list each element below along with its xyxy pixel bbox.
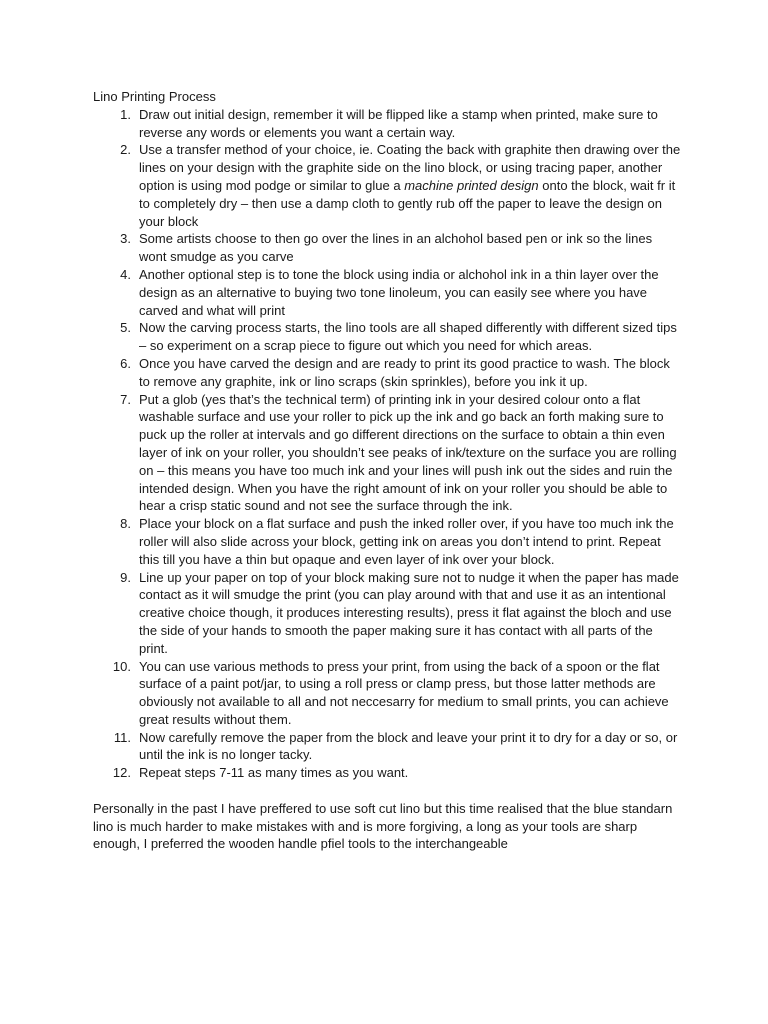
list-item [93, 391, 683, 516]
list-number: 7. [120, 391, 131, 407]
list-item-text-part: onto the block, wait fr it to completely dry – then use a damp cloth to gently rub off the paper to leave the design on your block [139, 177, 676, 229]
list-item [93, 658, 683, 729]
list-item-text: Now the carving process starts, the lino tools are all shaped differently with different sized tips – so experiment on a scrap piece to figure out which you need for which areas. [139, 320, 677, 354]
list-item [93, 266, 683, 319]
list-number: 6. [120, 355, 131, 371]
list-number: 1. [120, 106, 131, 122]
italic-phrase: machine printed design [404, 177, 539, 193]
body-paragraph: Personally in the past I have preffered to use soft cut lino but this time realised that the blue standarn lino is much harder to make mistakes with and is more forgiving, a long as your tools are sharp enough, I preferred the wooden handle pfiel tools to the interchangeable [93, 800, 673, 852]
list-item [93, 569, 683, 658]
list-item [93, 106, 683, 142]
list-item-text: Once you have carved the design and are ready to print its good practice to wash. The block to remove any graphite, ink or lino scraps (skin sprinkles), before you ink it up. [139, 355, 670, 389]
list-item-text: Line up your paper on top of your block making sure not to nudge it when the paper has made contact as it will smudge the print (you can play around with that and use it as an intentional creative choice though, it produces interesting results), press it flat against the bloch and use the side of your hands to smooth the paper making sure it has contact with all parts of the print. [139, 569, 679, 656]
list-item-text: Some artists choose to then go over the lines in an alchohol based pen or ink so the lines wont smudge as you carve [139, 231, 653, 265]
list-item-text-part: Use a transfer method of your choice, ie. Coating the back with graphite then drawing over the lines on your design with the graphite side on the lino block, or using tracing paper, another option is using mod podge or similar to glue a [139, 142, 681, 193]
list-number: 3. [120, 231, 131, 247]
list-number: 11. [113, 729, 131, 745]
list-item [93, 355, 683, 391]
list-item [93, 319, 683, 355]
list-number: 5. [120, 320, 131, 336]
list-item-text: Now carefully remove the paper from the block and leave your print it to dry for a day or so, or until the ink is no longer tacky. [139, 729, 678, 763]
steps-list [93, 106, 683, 782]
list-item-text: Draw out initial design, remember it will be flipped like a stamp when printed, make sure to reverse any words or elements you want a certain way. [139, 106, 658, 140]
list-item [93, 230, 683, 266]
list-number: 10. [112, 658, 131, 674]
list-item [93, 515, 683, 568]
document-title: Lino Printing Process [93, 89, 216, 104]
list-number: 9. [120, 569, 131, 585]
list-item-text: Put a glob (yes that’s the technical term) of printing ink in your desired colour onto a flat washable surface and use your roller to pick up the ink and go back an forth making sure to puck up the roller at intervals and go different directions on the surface to obtain a thin even layer of ink on your roller, you shouldn’t see peaks of ink/texture on the surface you are rolling on – this means you have too much ink and your lines will push ink out the sides and ruin the intended design. When you have the right amount of ink on your roller you should be able to hear a crisp static sound and not see the surface through the ink. [139, 391, 677, 514]
list-number: 8. [120, 516, 131, 532]
list-item [93, 729, 683, 765]
list-item [93, 764, 683, 782]
document-body [93, 88, 683, 853]
list-number: 4. [120, 266, 131, 282]
list-item-text: Another optional step is to tone the block using india or alchohol ink in a thin layer over the design as an alternative to buying two tone linoleum, you can easily see where you have carved and what will print [139, 266, 659, 318]
list-item-text: Repeat steps 7-11 as many times as you want. [139, 765, 409, 781]
list-item-text [139, 142, 680, 228]
list-item-text: Place your block on a flat surface and push the inked roller over, if you have too much ink the roller will also slide across your block, getting ink on areas you don’t intend to print. Repeat this till you have a thin but opaque and even layer of ink over your block. [139, 516, 674, 567]
list-item-text: You can use various methods to press your print, from using the back of a spoon or the flat surface of a paint pot/jar, to using a roll press or clamp press, but those latter methods are obviously not available to all and not neccesarry for medium to small prints, you can achieve great results without them. [139, 658, 669, 727]
list-item [93, 141, 683, 230]
list-number: 12. [112, 765, 131, 781]
list-number: 2. [120, 142, 131, 158]
